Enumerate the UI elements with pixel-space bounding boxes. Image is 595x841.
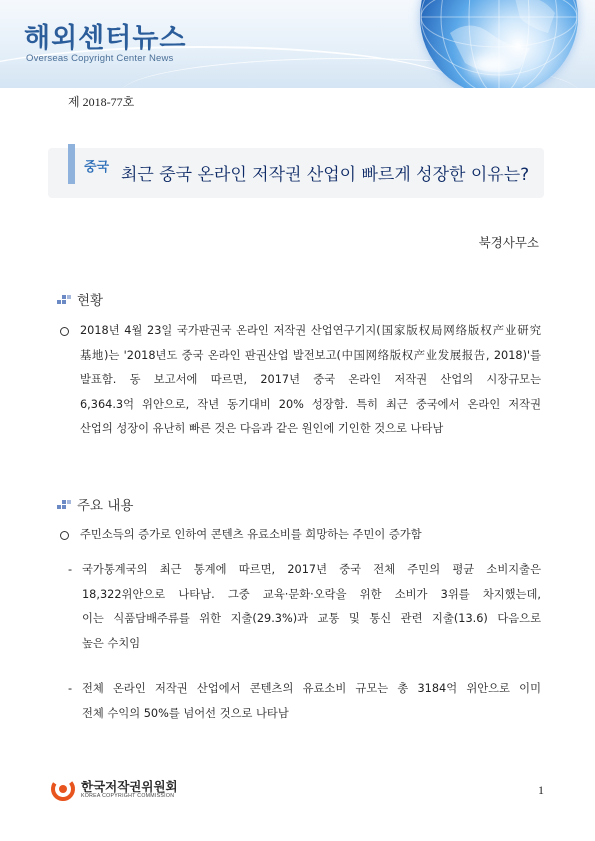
point-text: 주민소득의 증가로 인하여 콘텐츠 유료소비를 희망하는 주민이 증가함 [80,528,422,541]
footer-org-name-en: KOREA COPYRIGHT COMMISSION [81,792,175,799]
section-heading [57,289,103,309]
commission-logo-icon [50,776,76,802]
paragraph-line: 산업의 성장이 유난히 빠른 것은 다음과 같은 원인에 기인한 것으로 나타남 [80,422,444,435]
sub-item-text [82,558,541,656]
footer-org-name: 한국저작권위원회 [81,778,178,794]
sub-item-line: 이는 식품담배주류를 위한 지출(29.3%)과 교통 및 통신 관련 지출(13.6) 다음으로 [82,612,541,625]
paragraph-line: 발표함. 동 보고서에 따르면, 2017년 중국 온라인 저작권 산업의 시장규모는 [80,373,541,386]
sub-item-line: 국가통계국의 최근 통계에 따르면, 2017년 중국 전체 주민의 평균 소비지출은 [82,563,541,576]
newsletter-subtitle: Overseas Copyright Center News [26,53,174,64]
sub-item-line: 전체 수익의 50%를 넘어선 것으로 나타남 [82,706,289,720]
section-heading-label: 현황 [77,293,104,309]
sub-item-line: 18,322위안으로 나타남. 그중 교육·문화·오락을 위한 소비가 3위를 차지했는데, [82,587,541,601]
paragraph-line: 基地)는 '2018년도 중국 온라인 판권산업 발전보고(中国网络版权产业发展报告, 2018)'를 [80,348,541,362]
title-accent-bar [68,144,75,184]
section-heading-label: 주요 내용 [77,498,134,514]
article-title: 최근 중국 온라인 저작권 산업이 빠르게 성장한 이유는? [121,165,530,185]
circle-bullet-icon [60,327,69,336]
country-tag: 중국 [84,160,110,175]
footer-logo [50,776,178,802]
author-office: 북경사무소 [478,235,539,250]
globe-icon [420,0,578,88]
section-bullet-icon [57,499,69,509]
banner-glow [470,55,510,75]
issue-number: 제 2018-77호 [68,95,135,109]
dash-bullet: - [68,682,73,695]
sub-item-line: 전체 온라인 저작권 산업에서 콘텐츠의 유료소비 규모는 총 3184억 위안으로 이미 [82,682,541,695]
sub-item-text [82,677,541,726]
section-heading [57,494,133,514]
paragraph-line: 6,364.3억 위안으로, 작년 동기대비 20% 성장함. 특히 최근 중국에서 온라인 저작권 [80,397,541,411]
main-point [80,523,541,548]
page-number: 1 [538,783,544,797]
header-banner [0,0,595,88]
circle-bullet-icon [60,531,69,540]
dash-bullet: - [68,563,73,576]
sub-item-line: 높은 수치임 [82,636,141,650]
section-bullet-icon [57,294,69,304]
paragraph-line: 2018년 4월 23일 국가판권국 온라인 저작권 산업연구기지(国家版权局网络版权产业研究 [80,324,541,337]
overview-paragraph [80,319,541,442]
newsletter-title: 해외센터뉴스 [24,23,187,54]
